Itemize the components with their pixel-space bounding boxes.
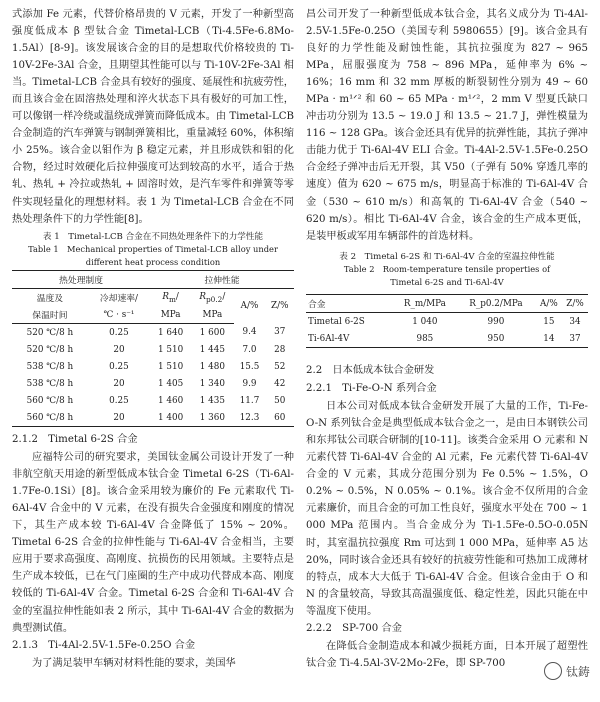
table1-cell: 12.3 <box>239 412 260 423</box>
table1-cell: 1 405 <box>158 378 184 389</box>
table1-cell: 1 435 <box>199 395 225 406</box>
table1-caption-en-2: different heat process condition <box>85 256 221 267</box>
table2-cell: 950 <box>487 333 505 344</box>
table1-cell: 0.25 <box>109 395 129 406</box>
table1-cell: 9.4 <box>242 327 257 338</box>
table1-caption-cn: 表 1 Timetal-LCB 合金在不同热处理条件下的力学性能 <box>42 231 264 242</box>
table1-h-a: A/% <box>240 301 259 312</box>
table1-cell: 28 <box>274 344 286 355</box>
table1-cell: 50 <box>274 395 286 406</box>
table1-h-rm-unit: MPa <box>150 306 191 324</box>
table1-cell: 560 ℃/8 h <box>26 412 74 423</box>
section-2-2-1-title: 2.2.1 Ti-Fe-O-N 系列合金 <box>306 383 437 395</box>
table1-h-rate-unit: ℃ · s⁻¹ <box>88 306 150 324</box>
section-2-1-2-title: 2.1.2 Timetal 6-2S 合金 <box>12 434 138 446</box>
table2-h-rm: R_m/MPa <box>394 295 457 313</box>
table1-cell: 1 460 <box>158 395 184 406</box>
table1-cell: 0.25 <box>109 327 129 338</box>
table1-group-tensile: 拉伸性能 <box>150 271 294 289</box>
table2-cell: Ti-6Al-4V <box>308 333 350 344</box>
table1-h-z: Z/% <box>271 301 289 312</box>
table1-cell: 11.7 <box>239 395 260 406</box>
table1-cell: 20 <box>113 378 125 389</box>
right-column <box>306 6 588 672</box>
table2-cell: 14 <box>543 333 555 344</box>
section-2-2-2-title: 2.2.2 SP-700 合金 <box>306 622 402 634</box>
table1-cell: 1 360 <box>199 412 225 423</box>
watermark-logo-icon <box>544 662 562 680</box>
table1-h-rp-unit: MPa <box>191 306 233 324</box>
table1-h-temp: 温度及 <box>36 294 64 305</box>
table1-cell: 52 <box>274 361 286 372</box>
table1-row <box>12 341 294 358</box>
table1-h-time: 保温时间 <box>12 306 88 324</box>
table1-cell: 1 480 <box>199 361 225 372</box>
table1 <box>12 270 294 427</box>
table2-row <box>306 313 588 331</box>
table1-cell: 1 640 <box>158 327 184 338</box>
table2 <box>306 294 588 348</box>
table1-cell: 520 ℃/8 h <box>26 344 74 355</box>
table1-cell: 1 510 <box>158 361 184 372</box>
table2-cell: 37 <box>569 333 581 344</box>
table1-group-heat: 热处理制度 <box>12 271 150 289</box>
table1-cell: 42 <box>274 378 286 389</box>
table1-cell: 520 ℃/8 h <box>26 327 74 338</box>
section-2-2-2-text: 在降低合金制造成本和减少损耗方面，日本开展了超塑性钛合金 Ti-4.5Al-3V-2Mo-2Fe，即 SP-700 <box>306 640 588 669</box>
section-2-2-1-text: 日本公司对低成本钛合金研发开展了大量的工作，Ti-Fe-O-N 系列钛合金是典型低成本钛合金之一，是由日本钢铁公司和东邦钛公司联合研制的[10-11]。该类合金采用 O 元素和 N 元素代替 Ti-6Al-4V 合金的 Al 元素，Fe 元素代替 Ti-6Al-4V 合金的 V 元素，其成分范围分别为 Fe 0.5% ~ 1.5%，O 0.2% ~ 0.5%，N 0.05% ~ 0.1%。该合金不仅所用的合金元素廉价，而且合金的可加工性良好，强度水平处在 700 ~ 1 000 MPa 范围内。当合金成分为 Ti-1.5Fe-0.5O-0.05N 时，其室温抗拉强度 Rm 可达到 1 000 MPa，延伸率 A5 达 20%，同时该合金还具有较好的抗疲劳性能和可热加工成薄材的特点，成本大大低于 Ti-6Al-4V 合金。但该合金由于 O 和 N 的含量较高，导致其高温强度低、稳定性差，因此只能在中等温度下使用。 <box>306 401 588 617</box>
table2-cell: Timetal 6-2S <box>308 316 365 327</box>
table1-cell: 0.25 <box>109 361 129 372</box>
table1-h-rp: $R_{p0.2}/$ <box>199 291 226 304</box>
table1-caption-en-1: Table 1 Mechanical properties of Timetal-LCB alloy under <box>28 244 278 255</box>
table1-cell: 1 445 <box>199 344 225 355</box>
section-2-2-title: 2.2 日本低成本钛合金研发 <box>306 365 435 377</box>
table1-row <box>12 324 294 342</box>
table1-row <box>12 375 294 392</box>
table1-row <box>12 358 294 375</box>
table1-h-rate: 冷却速率/ <box>99 294 139 305</box>
table1-row <box>12 392 294 409</box>
right-intro-paragraph: 昌公司开发了一种新型低成本钛合金，其名义成分为 Ti-4Al-2.5V-1.5Fe-0.25O（美国专利 5980655）[9]。该合金具有良好的力学性能及耐蚀性能，其抗拉强度为 827 ~ 965 MPa，屈服强度为 758 ~ 896 MPa，延伸率为 6% ~ 16%；16 mm 和 32 mm 厚板的断裂韧性分别为 49 ~ 60 MPa · m¹ᐟ² 和 60 ~ 65 MPa · m¹ᐟ²，2 mm V 型夏氏缺口冲击功分别为 13.5 ~ 19.0 J 和 13.5 ~ 21.7 J，弹性模量为 116 ~ 128 GPa。该合金还具有优异的抗弹性能，其抗子弹冲击能力优于 Ti-6Al-4V ELI 合金。Ti-4Al-2.5V-1.5Fe-0.25O 合金经子弹冲击后无开裂，其 V50（子弹有 50% 穿透几率的速度）值为 620 ~ 675 m/s，明显高于标准的 Ti-6Al-4V 合金（530 ~ 610 m/s）和高氧的 Ti-6Al-4V 合金（540 ~ 620 m/s）。相比 Ti-6Al-4V 合金，该合金的生产成本更低，是装甲板或军用车辆部件的首选材料。 <box>306 9 588 242</box>
table1-cell: 20 <box>113 412 125 423</box>
table2-caption-cn: 表 2 Timetal 6-2S 和 Ti-6Al-4V 合金的室温拉伸性能 <box>339 251 555 262</box>
table2-row <box>306 330 588 348</box>
table2-caption-en-2: Timetal 6-2S and Ti-6Al-4V <box>390 276 504 287</box>
section-2-1-3-title: 2.1.3 Ti-4Al-2.5V-1.5Fe-0.25O 合金 <box>12 639 196 651</box>
table2-h-z: Z/% <box>562 295 588 313</box>
table1-cell: 560 ℃/8 h <box>26 395 74 406</box>
table2-body <box>306 313 588 348</box>
left-intro-paragraph: 式添加 Fe 元素，代替价格昂贵的 V 元素，开发了一种新型高强度低成本 β 型钛合金 Timetal-LCB（Ti-4.5Fe-6.8Mo-1.5Al）[8-9]。该发展该合金的目的是想取代价格较贵的 Ti-10V-2Fe-3Al 合金，且期望其性能可以与 Ti-10V-2Fe-3Al 相当。Timetal-LCB 合金具有较好的强度、延展性和抗疲劳性，而且该合金在固溶热处理和淬火状态下具有极好的可加工性，可以像钢一样冷绕或温绕成弹簧而降低成本。由 Timetal-LCB 合金制造的汽车弹簧与钢制弹簧相比，重量减轻 60%，体积缩小 25%。该合金以钼作为 β 稳定元素，并且形成铁和钼的化合物，经过时效硬化后拉伸强度可达到较高的水平，适合于热轧、热轧 + 冷拉或热轧 + 固溶时效，是汽车零件和弹簧等零件实现轻量化的理想材料。表 1 为 Timetal-LCB 合金在不同热处理条件下的力学性能[8]。 <box>12 9 294 225</box>
table1-body <box>12 324 294 427</box>
table1-cell: 60 <box>274 412 286 423</box>
watermark <box>544 662 590 680</box>
table1-cell: 37 <box>274 327 286 338</box>
table1-cell: 9.9 <box>242 378 257 389</box>
table1-row <box>12 409 294 427</box>
section-2-1-3-text: 为了满足装甲车辆对材料性能的要求，美国华 <box>32 657 236 669</box>
table2-cell: 985 <box>416 333 434 344</box>
table1-cell: 20 <box>113 344 125 355</box>
table2-h-rp: R_p0.2/MPa <box>456 295 535 313</box>
table2-h-a: A/% <box>536 295 562 313</box>
table2-cell: 34 <box>569 316 581 327</box>
table1-cell: 7.0 <box>242 344 257 355</box>
table2-cell: 1 040 <box>412 316 438 327</box>
table1-cell: 1 400 <box>158 412 184 423</box>
table1-h-rm: $R_m/$ <box>162 291 179 304</box>
section-2-1-2-text: 应福特公司的研究要求，美国钛金属公司设计开发了一种非航空航天用途的新型低成本钛合金 Timetal 6-2S（Ti-6Al-1.7Fe-0.1Si）[8]。该合金采用较为廉价的 Fe 元素取代 Ti-6Al-4V 合金中的 V 元素，在没有损失合金强度和刚度的情况下，其生产成本较 Ti-6Al-4V 合金降低了 15% ~ 20%。Timetal 6-2S 合金的拉伸性能与 Ti-6Al-4V 合金相当，主要应用于要求高强度、高刚度、抗损伤的民用领域。主要特点是生产成本较低，已在气门座圈的生产中成功代替成本高、刚度较低的 Ti-6Al-4V 合金。Timetal 6-2S 合金和 Ti-6Al-4V 合金的室温拉伸性能如表 2 所示，其中 Ti-6Al-4V 合金的数据为典型测试值。 <box>12 452 294 634</box>
table2-cell: 15 <box>543 316 555 327</box>
table2-h-alloy: 合金 <box>306 295 394 313</box>
table2-caption-en-1: Table 2 Room-temperature tensile properties of <box>343 264 551 275</box>
left-column <box>12 6 294 672</box>
table1-cell: 15.5 <box>239 361 260 372</box>
table2-cell: 990 <box>487 316 505 327</box>
table1-cell: 538 ℃/8 h <box>26 378 74 389</box>
table1-cell: 1 340 <box>199 378 225 389</box>
table1-cell: 1 510 <box>158 344 184 355</box>
watermark-text: 钛鋳 <box>565 664 590 679</box>
table1-cell: 538 ℃/8 h <box>26 361 74 372</box>
table1-cell: 1 600 <box>199 327 225 338</box>
